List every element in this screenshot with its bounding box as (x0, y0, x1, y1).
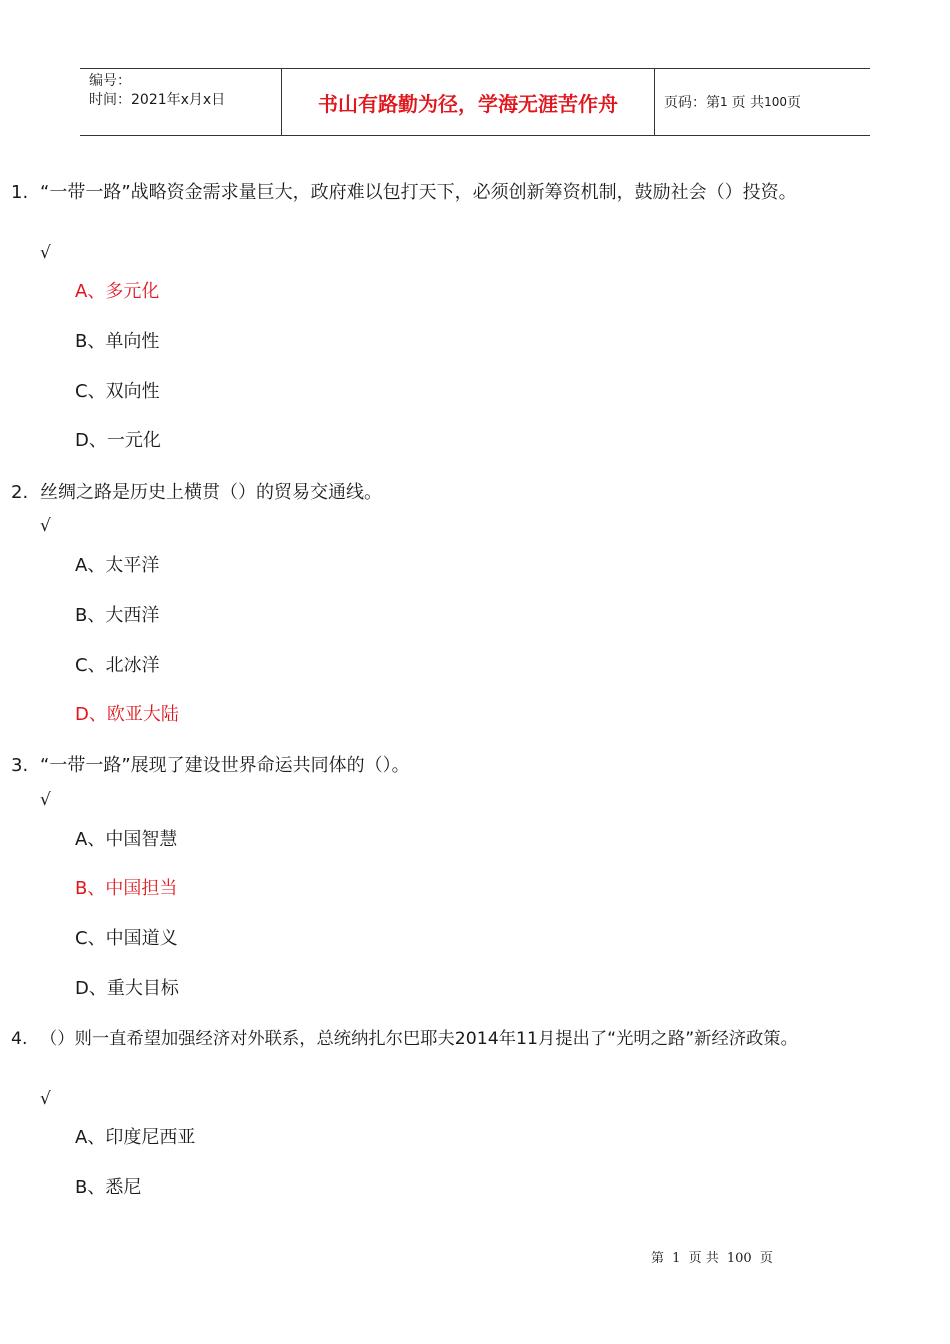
option-c: C、中国道义 (75, 928, 178, 949)
option-c: C、北冰洋 (75, 655, 160, 676)
option-a: A、多元化 (75, 281, 160, 302)
option-d: D、欧亚大陆 (75, 704, 179, 725)
date-label: 时间：2021年x月x日 (89, 92, 226, 108)
question-3 (11, 754, 410, 778)
footer-prefix: 第 (651, 1251, 665, 1266)
page-total: 100 (764, 95, 787, 109)
option-b: B、单向性 (75, 331, 160, 352)
question-text: 丝绸之路是历史上横贯（）的贸易交通线。 (40, 482, 382, 503)
option-a: A、印度尼西亚 (75, 1127, 196, 1148)
check-mark: √ (40, 516, 51, 536)
footer-suffix: 页 (759, 1251, 773, 1266)
option-c: C、双向性 (75, 381, 160, 402)
header-motto: 书山有路勤为径，学海无涯苦作舟 (281, 69, 655, 135)
header-table (80, 68, 870, 136)
option-b: B、悉尼 (75, 1177, 142, 1198)
question-text: “一带一路”展现了建设世界命运共同体的（）。 (40, 755, 410, 776)
question-number: 2. (11, 482, 29, 503)
question-text: （）则一直希望加强经济对外联系，总统纳扎尔巴耶夫2014年11月提出了“光明之路”新经济政策。 (40, 1029, 798, 1049)
page-number: 1 (720, 95, 728, 109)
header-info-cell (80, 69, 281, 135)
serial-label: 编号： (89, 73, 131, 89)
header-page-info (655, 69, 870, 135)
question-1 (11, 181, 797, 205)
option-d: D、一元化 (75, 430, 161, 451)
option-b: B、中国担当 (75, 878, 178, 899)
footer-mid: 页 共 (688, 1251, 719, 1266)
question-text: “一带一路”战略资金需求量巨大，政府难以包打天下，必须创新筹资机制，鼓励社会（）投资。 (40, 182, 797, 203)
footer-total: 100 (726, 1251, 752, 1266)
option-b: B、大西洋 (75, 605, 160, 626)
option-a: A、太平洋 (75, 555, 160, 576)
check-mark: √ (40, 243, 51, 263)
check-mark: √ (40, 790, 51, 810)
page-suffix: 页 (787, 95, 801, 111)
question-number: 3. (11, 755, 29, 776)
check-mark: √ (40, 1089, 51, 1109)
option-a: A、中国智慧 (75, 829, 178, 850)
option-d: D、重大目标 (75, 978, 179, 999)
page-prefix: 页码：第 (664, 95, 720, 111)
footer-page-number: 1 (672, 1251, 681, 1266)
question-4 (11, 1027, 798, 1051)
question-number: 4. (11, 1029, 28, 1049)
page-footer (651, 1247, 773, 1266)
question-2 (11, 481, 382, 505)
page-mid: 页 共 (731, 95, 765, 111)
question-number: 1. (11, 182, 29, 203)
